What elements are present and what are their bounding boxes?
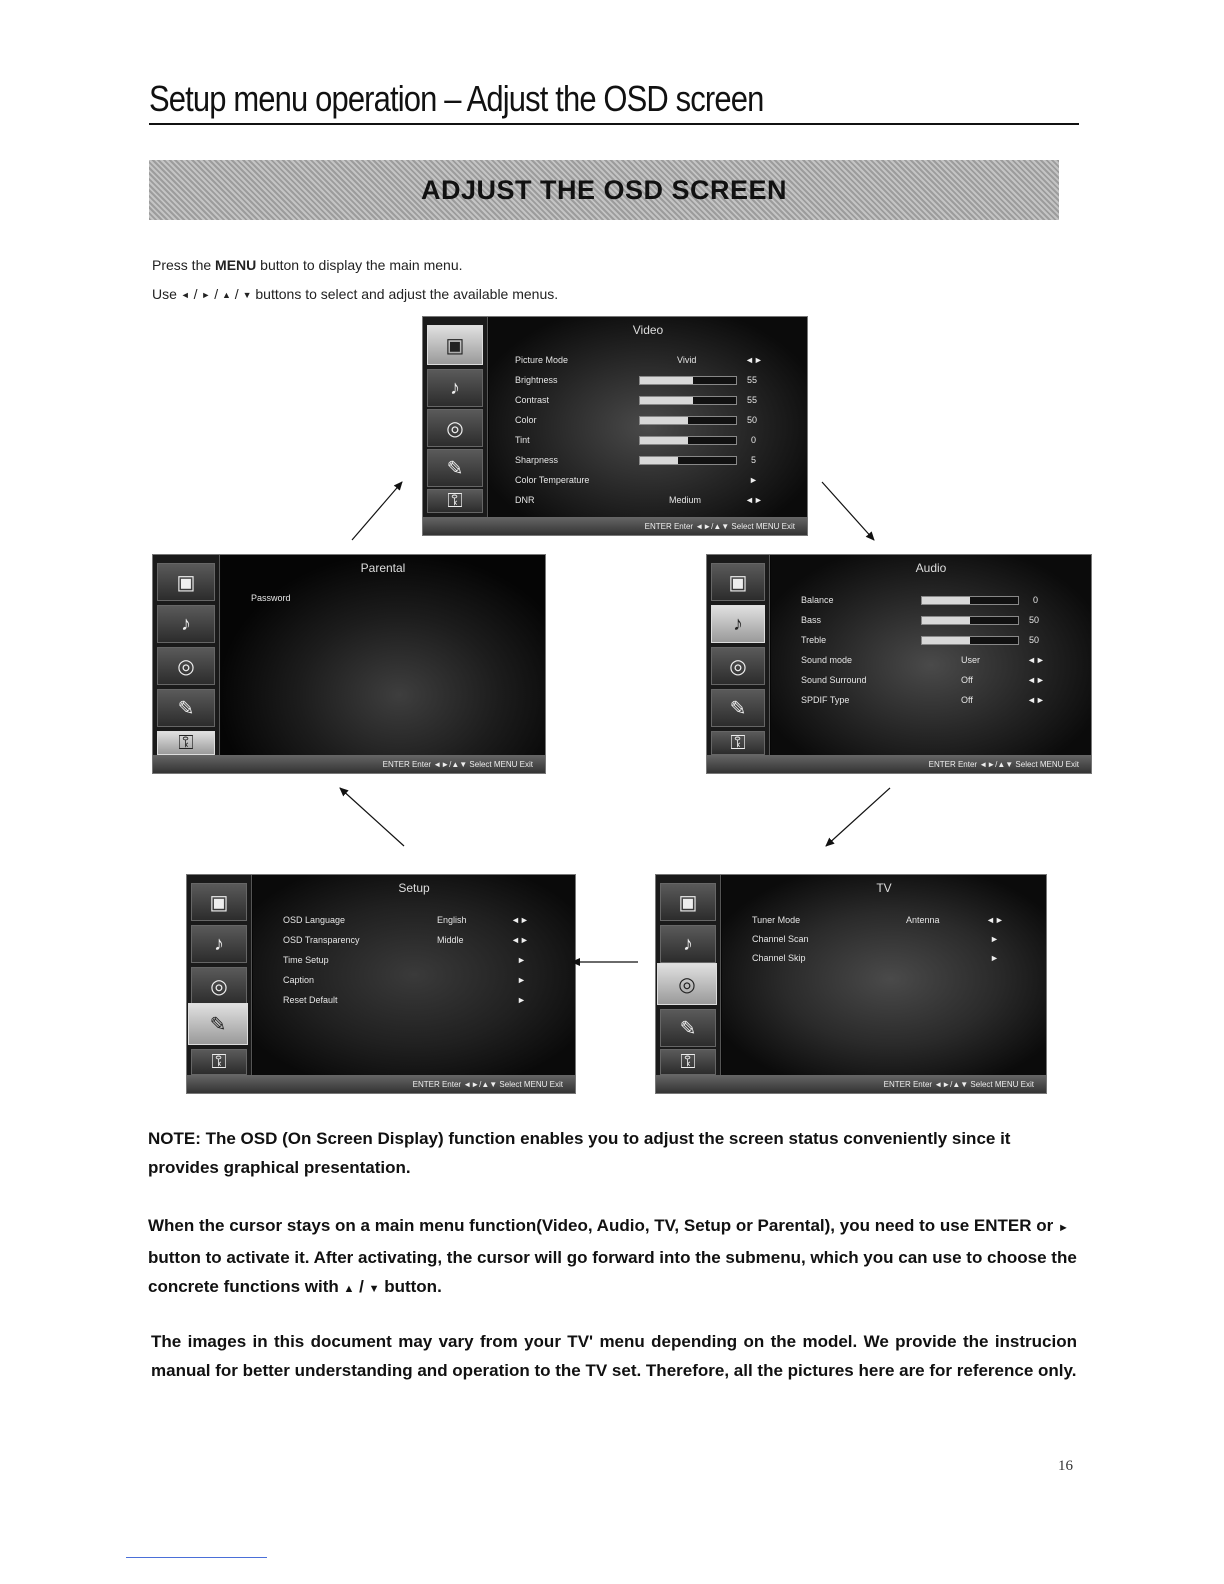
audio-tab-icon[interactable]: ♪ [660, 925, 716, 963]
tv-tab-icon[interactable]: ◎ [711, 647, 765, 685]
setup-tab-icon[interactable]: ✎ [427, 449, 483, 487]
up-arrow-icon: ▲ [343, 1283, 355, 1295]
arrow-setup-to-parental [340, 788, 404, 846]
menu-row-label[interactable]: Balance [801, 595, 834, 605]
parental-tab-icon[interactable]: ⚿ [427, 489, 483, 513]
menu-row-label[interactable]: Sound mode [801, 655, 853, 665]
left-right-arrow-icon: ◄► [1027, 655, 1045, 665]
video-tab-icon[interactable]: ▣ [157, 563, 215, 601]
menu-row-label[interactable]: Time Setup [283, 955, 329, 965]
menu-row-label[interactable]: Tint [515, 435, 530, 445]
menu-row-value: Antenna [906, 915, 940, 925]
audio-tab-icon[interactable]: ♪ [427, 369, 483, 407]
menu-row-label[interactable]: OSD Language [283, 915, 346, 925]
up-arrow-icon: ▲ [221, 290, 231, 300]
menu-row-label[interactable]: Brightness [515, 375, 558, 385]
right-arrow-icon: ► [201, 290, 211, 300]
audio-tab-icon[interactable]: ♪ [711, 605, 765, 643]
menu-row-number: 55 [747, 395, 758, 405]
right-arrow-icon: ► [749, 475, 758, 485]
note-text: button to activate it. After activating, the cursor will go forward into the submenu, which you can use to choose the concrete functions with [148, 1248, 1077, 1296]
tv-tab-icon[interactable]: ◎ [427, 409, 483, 447]
menu-row-number: 50 [747, 415, 758, 425]
intro-text: Use [152, 286, 177, 302]
setup-tab-icon[interactable]: ✎ [157, 689, 215, 727]
right-arrow-icon: ► [517, 995, 526, 1005]
tv-tab-icon[interactable]: ◎ [657, 963, 717, 1005]
page-title: Setup menu operation – Adjust the OSD screen [149, 78, 764, 119]
parental-tab-icon[interactable]: ⚿ [157, 731, 215, 755]
menu-row-number: 0 [1033, 595, 1039, 605]
osd-footer: ENTER Enter ◄►/▲▼ Select MENU Exit [656, 1075, 1046, 1093]
video-tab-icon[interactable]: ▣ [191, 883, 247, 921]
tv-tab-icon[interactable]: ◎ [191, 967, 247, 1005]
menu-row-value: English [437, 915, 467, 925]
left-right-arrow-icon: ◄► [511, 935, 529, 945]
left-right-arrow-icon: ◄► [745, 495, 763, 505]
video-tab-icon[interactable]: ▣ [660, 883, 716, 921]
note-text: When the cursor stays on a main menu function(Video, Audio, TV, Setup or Parental), you need to use ENTER or [148, 1216, 1054, 1235]
menu-row-number: 50 [1029, 635, 1040, 645]
note-paragraph-2 [148, 1211, 1080, 1304]
menu-row-label[interactable]: Contrast [515, 395, 550, 405]
menu-row-label[interactable]: Reset Default [283, 995, 338, 1005]
menu-row-label[interactable]: Sound Surround [801, 675, 867, 685]
menu-row-label[interactable]: DNR [515, 495, 535, 505]
menu-row-label[interactable]: Color [515, 415, 537, 425]
menu-title: Video [632, 323, 664, 337]
osd-footer: ENTER Enter ◄►/▲▼ Select MENU Exit [153, 755, 545, 773]
menu-keyword: MENU [215, 257, 257, 273]
note-paragraph-1: NOTE: The OSD (On Screen Display) function enables you to adjust the screen status conveniently since it provides graphical presentation. [148, 1129, 1011, 1177]
menu-row-number: 5 [751, 455, 757, 465]
menu-row-value: Off [961, 675, 973, 685]
right-arrow-icon: ► [990, 953, 999, 963]
setup-tab-icon[interactable]: ✎ [711, 689, 765, 727]
menu-row-value: Off [961, 695, 973, 705]
menu-row-label[interactable]: Channel Skip [752, 953, 806, 963]
left-right-arrow-icon: ◄► [1027, 675, 1045, 685]
setup-tab-icon[interactable]: ✎ [660, 1009, 716, 1047]
video-tab-icon[interactable]: ▣ [711, 563, 765, 601]
parental-tab-icon[interactable]: ⚿ [711, 731, 765, 755]
banner-text: ADJUST THE OSD SCREEN [420, 174, 788, 205]
arrow-audio-to-tv [826, 788, 890, 846]
audio-tab-icon[interactable]: ♪ [157, 605, 215, 643]
left-right-arrow-icon: ◄► [986, 915, 1004, 925]
menu-row-label[interactable]: Sharpness [515, 455, 559, 465]
arrow-video-to-audio [822, 482, 874, 540]
separator: / [354, 1277, 369, 1296]
arrow-parental-to-video [352, 482, 402, 540]
left-right-arrow-icon: ◄► [745, 355, 763, 365]
menu-row-number: 55 [747, 375, 758, 385]
menu-row-label[interactable]: Password [251, 593, 291, 603]
separator: / [230, 286, 243, 302]
left-right-arrow-icon: ◄► [511, 915, 529, 925]
tv-tab-icon[interactable]: ◎ [157, 647, 215, 685]
menu-row-number: 0 [751, 435, 757, 445]
page-number: 16 [1058, 1458, 1073, 1474]
note-text: button. [379, 1277, 442, 1296]
osd-footer: ENTER Enter ◄►/▲▼ Select MENU Exit [423, 517, 807, 535]
left-right-arrow-icon: ◄► [1027, 695, 1045, 705]
left-arrow-icon: ◄ [180, 290, 190, 300]
menu-title: Setup [398, 881, 430, 895]
setup-tab-icon[interactable]: ✎ [188, 1003, 248, 1045]
menu-row-number: 50 [1029, 615, 1040, 625]
menu-row-label[interactable]: Picture Mode [515, 355, 569, 365]
right-arrow-icon: ► [990, 934, 999, 944]
down-arrow-icon: ▼ [368, 1283, 380, 1295]
menu-row-value: Middle [437, 935, 464, 945]
menu-row-label[interactable]: Color Temperature [515, 475, 590, 485]
down-arrow-icon: ▼ [242, 290, 252, 300]
intro-text: button to display the main menu. [256, 257, 463, 273]
osd-footer: ENTER Enter ◄►/▲▼ Select MENU Exit [707, 755, 1091, 773]
menu-row-label[interactable]: Treble [801, 635, 827, 645]
separator: / [210, 286, 222, 302]
menu-row-value: Medium [669, 495, 702, 505]
intro-text: buttons to select and adjust the available menus. [255, 286, 559, 302]
intro-text: Press the [152, 257, 216, 273]
menu-row-label[interactable]: OSD Transparency [283, 935, 360, 945]
menu-title: TV [876, 881, 892, 895]
menu-row-label[interactable]: SPDIF Type [801, 695, 850, 705]
separator: / [189, 286, 202, 302]
menu-title: Audio [915, 561, 947, 575]
parental-tab-icon[interactable]: ⚿ [191, 1049, 247, 1075]
menu-title: Parental [360, 561, 406, 575]
menu-row-value: User [961, 655, 981, 665]
menu-row-label[interactable]: Channel Scan [752, 934, 809, 944]
menu-row-label[interactable]: Bass [801, 615, 822, 625]
right-arrow-icon: ► [517, 955, 526, 965]
right-arrow-icon: ► [1057, 1222, 1069, 1234]
right-arrow-icon: ► [517, 975, 526, 985]
video-tab-icon[interactable]: ▣ [427, 325, 483, 365]
note-paragraph-3: The images in this document may vary from your TV' menu depending on the model. We provide the instrucion manual for better understanding and operation to the TV set. Therefore, all the pictures here are for reference only. [151, 1332, 1077, 1380]
parental-tab-icon[interactable]: ⚿ [660, 1049, 716, 1075]
audio-tab-icon[interactable]: ♪ [191, 925, 247, 963]
menu-row-label[interactable]: Tuner Mode [752, 915, 801, 925]
menu-row-label[interactable]: Caption [283, 975, 315, 985]
footer-rule [126, 1557, 267, 1558]
menu-row-value: Vivid [677, 355, 697, 365]
osd-footer: ENTER Enter ◄►/▲▼ Select MENU Exit [187, 1075, 575, 1093]
